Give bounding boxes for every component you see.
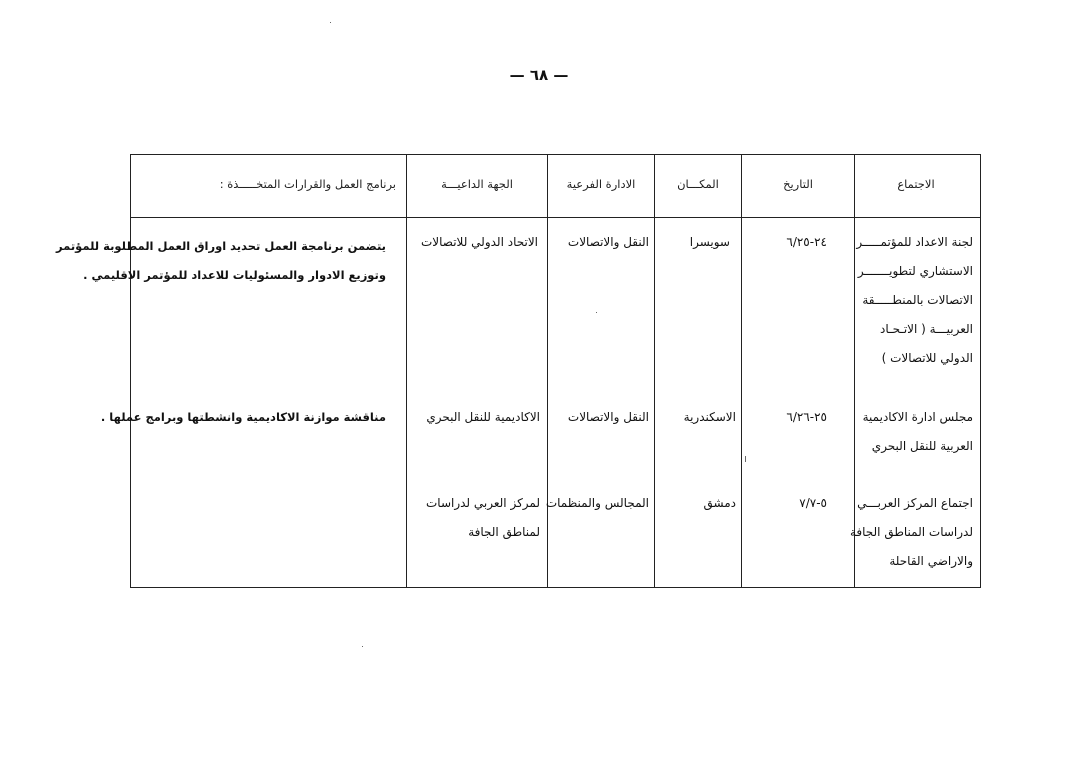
header-inviting-party: الجهة الداعيـــة — [441, 177, 513, 191]
meeting-line: لدراسات المناطق الجافة — [849, 525, 973, 539]
row2-date: ٢٥-٦/٢٦ — [786, 410, 827, 424]
meeting-line: العربيـــة ( الاتـحـاد — [880, 322, 973, 336]
program-line: يتضمن برنامجة العمل تحديد اوراق العمل المطلوبة للمؤتمر — [56, 239, 386, 253]
row3-date: ٥-٧/٧ — [799, 496, 827, 510]
row2-program — [100, 403, 386, 432]
meeting-line: لجنة الاعداد للمؤتمـــــر — [856, 235, 973, 249]
row3-inviting-party — [408, 489, 540, 547]
meeting-line: الاتصالات بالمنطـــــقة — [862, 293, 973, 307]
row1-meeting — [858, 228, 973, 373]
row2-meeting — [858, 403, 973, 461]
program-line: مناقشة موازنة الاكاديمية وانشطتها وبرامج عملها . — [100, 410, 386, 424]
inviting-party-line: لمركز العربي لدراسات — [425, 496, 540, 510]
header-meeting: الاجتماع — [897, 177, 935, 191]
row3-place: دمشق — [703, 496, 736, 510]
meeting-line: مجلس ادارة الاكاديمية — [862, 410, 973, 424]
row3-meeting — [849, 489, 973, 576]
header-place: المكـــان — [677, 177, 719, 191]
row2-inviting-party: الاكاديمية للنقل البحري — [426, 410, 540, 424]
row2-place: الاسكندرية — [683, 410, 736, 424]
column-divider — [741, 154, 742, 588]
scan-speck — [362, 646, 363, 647]
inviting-party-line: لمناطق الجافة — [468, 525, 540, 539]
row1-program — [56, 232, 386, 290]
meeting-line: اجتماع المركز العربـــي — [857, 496, 973, 510]
column-divider — [547, 154, 548, 588]
meeting-line: العربية للنقل البحري — [871, 439, 973, 453]
scan-speck — [596, 312, 597, 313]
scan-speck — [745, 456, 746, 462]
page-number: — ٦٨ — — [509, 66, 569, 84]
scan-speck — [330, 22, 331, 23]
meeting-line: الاستشاري لتطويـــــــر — [857, 264, 973, 278]
header-program: برنامج العمل والقرارات المتخـــــذة : — [219, 177, 396, 191]
column-divider — [654, 154, 655, 588]
meeting-line: الدولي للاتصالات ) — [881, 351, 973, 365]
row1-place: سويسرا — [689, 235, 730, 249]
program-line: وتوزيع الادوار والمسئوليات للاعداد للمؤتمر الاقليمي . — [83, 268, 386, 282]
row1-inviting-party: الاتحاد الدولي للاتصالات — [421, 235, 538, 249]
header-date: التاريخ — [783, 177, 813, 191]
row2-department: النقل والاتصالات — [567, 410, 649, 424]
row3-department: المجالس والمنظمات — [545, 496, 649, 510]
meeting-line: والاراضي القاحلة — [889, 554, 973, 568]
row1-department: النقل والاتصالات — [567, 235, 649, 249]
meetings-table — [56, 154, 981, 588]
row1-date: ٢٤-٦/٢٥ — [786, 235, 827, 249]
column-divider — [406, 154, 407, 588]
header-department: الادارة الفرعية — [566, 177, 636, 191]
